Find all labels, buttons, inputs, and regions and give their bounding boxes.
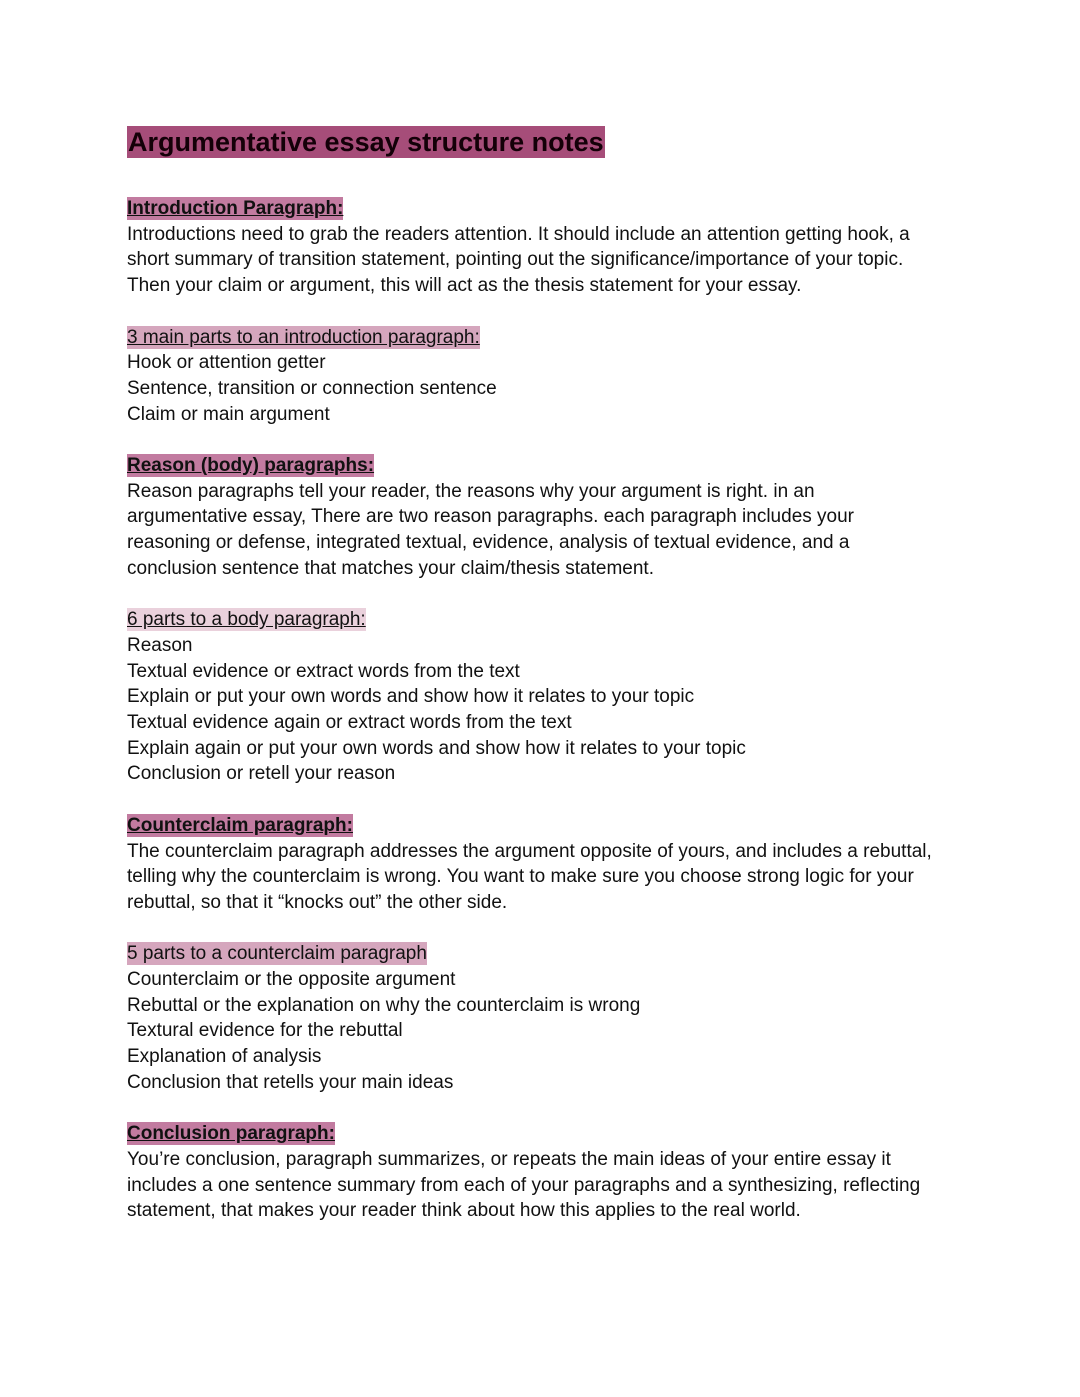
section-counterclaim-parts — [127, 941, 967, 1095]
text-line: Then your claim or argument, this will act as the thesis statement for your essay. — [127, 275, 802, 297]
section-introduction — [127, 196, 967, 299]
subsection-heading: 3 main parts to an introduction paragraph: — [127, 326, 480, 348]
list-item: Textural evidence for the rebuttal — [127, 1020, 403, 1042]
subsection-heading: 6 parts to a body paragraph: — [127, 609, 366, 631]
list-item: Sentence, transition or connection sentence — [127, 377, 497, 399]
text-line: Reason paragraphs tell your reader, the reasons why your argument is right. in an — [127, 480, 815, 502]
text-line: reasoning or defense, integrated textual, evidence, analysis of textual evidence, and a — [127, 532, 850, 554]
list-item: Explanation of analysis — [127, 1046, 322, 1068]
list-item: Conclusion or retell your reason — [127, 763, 396, 785]
document-title: Argumentative essay structure notes — [128, 127, 604, 157]
section-heading: Reason (body) paragraphs: — [127, 455, 375, 476]
text-line: conclusion sentence that matches your claim/thesis statement. — [127, 557, 654, 579]
section-heading: Introduction Paragraph: — [127, 198, 344, 219]
list-item: Textual evidence or extract words from the text — [127, 660, 520, 682]
text-line: argumentative essay, There are two reason paragraphs. each paragraph includes your — [127, 506, 855, 528]
section-heading: Counterclaim paragraph: — [127, 814, 353, 836]
text-line: rebuttal, so that it “knocks out” the other side. — [127, 891, 508, 913]
text-line: includes a one sentence summary from each of your paragraphs and a synthesizing, reflecting — [127, 1174, 921, 1196]
list-item: Counterclaim or the opposite argument — [127, 969, 456, 991]
text-line: You’re conclusion, paragraph summarizes, or repeats the main ideas of your entire essay it — [127, 1148, 891, 1170]
text-line: The counterclaim paragraph addresses the argument opposite of yours, and includes a rebuttal, — [127, 840, 932, 862]
list-item: Explain or put your own words and show how it relates to your topic — [127, 686, 695, 708]
text-line: telling why the counterclaim is wrong. You want to make sure you choose strong logic for your — [127, 866, 914, 888]
list-item: Reason — [127, 634, 193, 656]
list-item: Hook or attention getter — [127, 352, 326, 374]
list-item: Rebuttal or the explanation on why the counterclaim is wrong — [127, 994, 641, 1016]
section-intro-parts — [127, 325, 967, 428]
section-reason — [127, 453, 967, 582]
section-heading: Conclusion paragraph: — [127, 1123, 335, 1145]
text-line: short summary of transition statement, pointing out the significance/importance of your topic. — [127, 249, 904, 271]
section-body-parts — [127, 607, 967, 787]
list-item: Claim or main argument — [127, 403, 330, 425]
text-line: statement, that makes your reader think about how this applies to the real world. — [127, 1200, 801, 1222]
list-item: Explain again or put your own words and show how it relates to your topic — [127, 737, 746, 759]
list-item: Textual evidence again or extract words from the text — [127, 712, 572, 734]
list-item: Conclusion that retells your main ideas — [127, 1071, 454, 1093]
subsection-heading: 5 parts to a counterclaim paragraph — [127, 943, 427, 965]
document-page — [127, 126, 967, 1224]
section-counterclaim — [127, 813, 967, 916]
text-line: Introductions need to grab the readers attention. It should include an attention getting hook, a — [127, 223, 910, 245]
section-conclusion — [127, 1121, 967, 1224]
